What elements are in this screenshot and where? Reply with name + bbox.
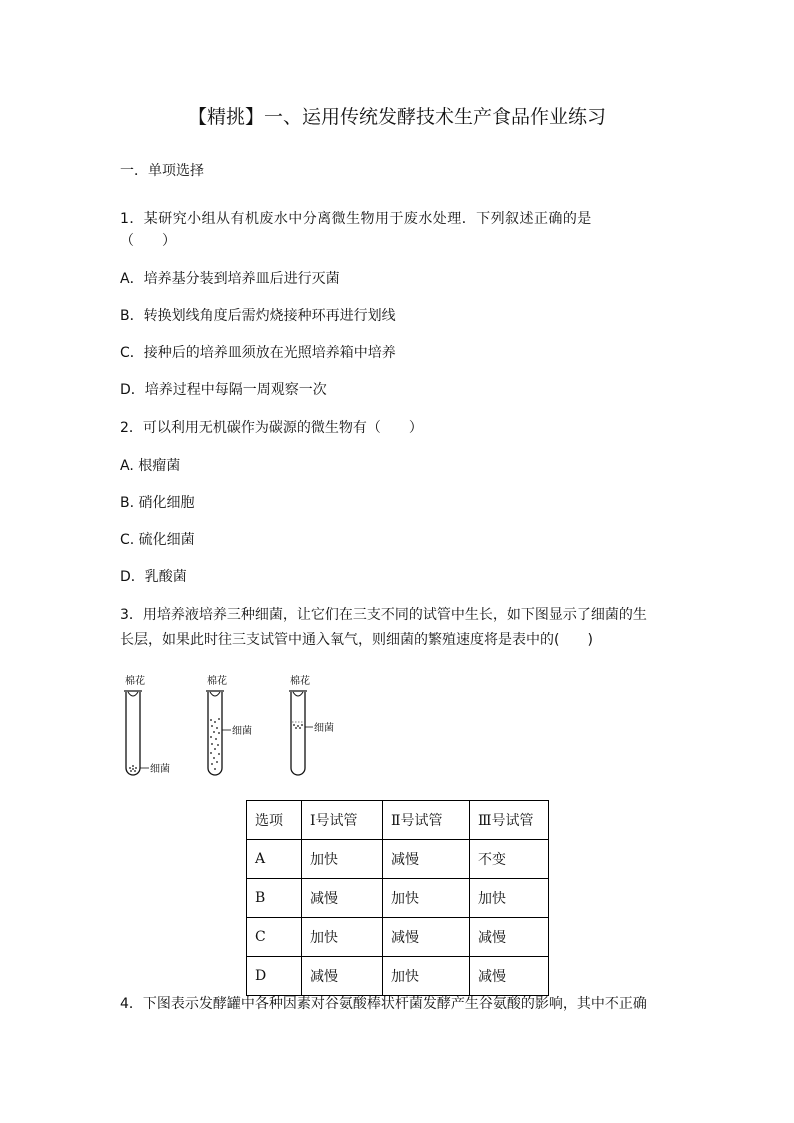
table-cell: D (247, 957, 302, 996)
q3-stem-line-1: 3．用培养液培养三种细菌，让它们在三支不同的试管中生长，如下图显示了细菌的生 (120, 607, 647, 623)
tube-1-cotton-plug (128, 692, 138, 696)
tube-2-cotton-label: 棉花 (207, 676, 227, 687)
section-heading: 一．单项选择 (120, 163, 204, 179)
table-cell: 减慢 (470, 957, 549, 996)
tube-1-cotton-label: 棉花 (125, 676, 145, 687)
page-title: 【精挑】一、运用传统发酵技术生产食品作业练习 (187, 106, 606, 128)
table-cell: 减慢 (302, 957, 383, 996)
q1-option-d: D．培养过程中每隔一周观察一次 (120, 382, 327, 398)
tube-2-bacteria-label: 细菌 (232, 726, 252, 737)
table-cell: 加快 (302, 840, 383, 879)
table-row (247, 840, 549, 879)
q2-stem: 2．可以利用无机碳作为碳源的微生物有（ ） (120, 420, 423, 436)
q3-stem-line-2: 长层，如果此时往三支试管中通入氧气，则细菌的繁殖速度将是表中的( ) (120, 632, 593, 648)
table-cell: 不变 (470, 840, 549, 879)
table-cell: 减慢 (383, 918, 470, 957)
q2-option-b: B. 硝化细胞 (120, 495, 195, 511)
q2-option-a: A. 根瘤菌 (120, 458, 181, 474)
tube-1 (126, 692, 140, 775)
q2-option-c: C. 硫化细菌 (120, 532, 195, 548)
tube-1-bacteria-label: 细菌 (150, 764, 170, 775)
table-cell: 减慢 (470, 918, 549, 957)
q1-option-b: B．转换划线角度后需灼烧接种环再进行划线 (120, 308, 396, 324)
table-header-cell: Ⅲ号试管 (470, 801, 549, 840)
table-row (247, 918, 549, 957)
tube-1-bacteria-dots (129, 765, 137, 772)
tube-2-bacteria-dots (210, 718, 220, 770)
table-cell: B (247, 879, 302, 918)
tube-3-bacteria-dots (293, 724, 303, 729)
tube-2-cotton-plug (210, 692, 220, 696)
q1-option-a: A．培养基分装到培养皿后进行灭菌 (120, 271, 340, 287)
tube-2 (208, 692, 222, 775)
q1-answer-blank: （ ） (120, 233, 176, 249)
q2-option-d: D．乳酸菌 (120, 569, 187, 585)
q4-stem: 4．下图表示发酵罐中各种因素对谷氨酸棒状杆菌发酵产生谷氨酸的影响，其中不正确 (120, 996, 647, 1012)
tube-3-bacteria-label: 细菌 (314, 723, 334, 734)
table-cell: 减慢 (383, 840, 470, 879)
tube-3-cotton-label: 棉花 (290, 676, 310, 687)
table-cell: 减慢 (302, 879, 383, 918)
table-row (247, 879, 549, 918)
table-header-cell: Ⅰ号试管 (302, 801, 383, 840)
q1-option-c: C．接种后的培养皿须放在光照培养箱中培养 (120, 345, 396, 361)
table-header-cell: 选项 (247, 801, 302, 840)
table-cell: 加快 (383, 879, 470, 918)
table-cell: C (247, 918, 302, 957)
table-cell: 加快 (470, 879, 549, 918)
table-header-row (247, 801, 549, 840)
tube-3-cotton-plug (293, 692, 303, 696)
table-row (247, 957, 549, 996)
answer-table (246, 800, 549, 996)
table-cell: A (247, 840, 302, 879)
table-cell: 加快 (383, 957, 470, 996)
table-cell: 加快 (302, 918, 383, 957)
tube-3 (291, 692, 305, 775)
table-header-cell: Ⅱ号试管 (383, 801, 470, 840)
q1-stem: 1．某研究小组从有机废水中分离微生物用于废水处理．下列叙述正确的是 (120, 211, 592, 227)
test-tube-figure (115, 670, 375, 780)
